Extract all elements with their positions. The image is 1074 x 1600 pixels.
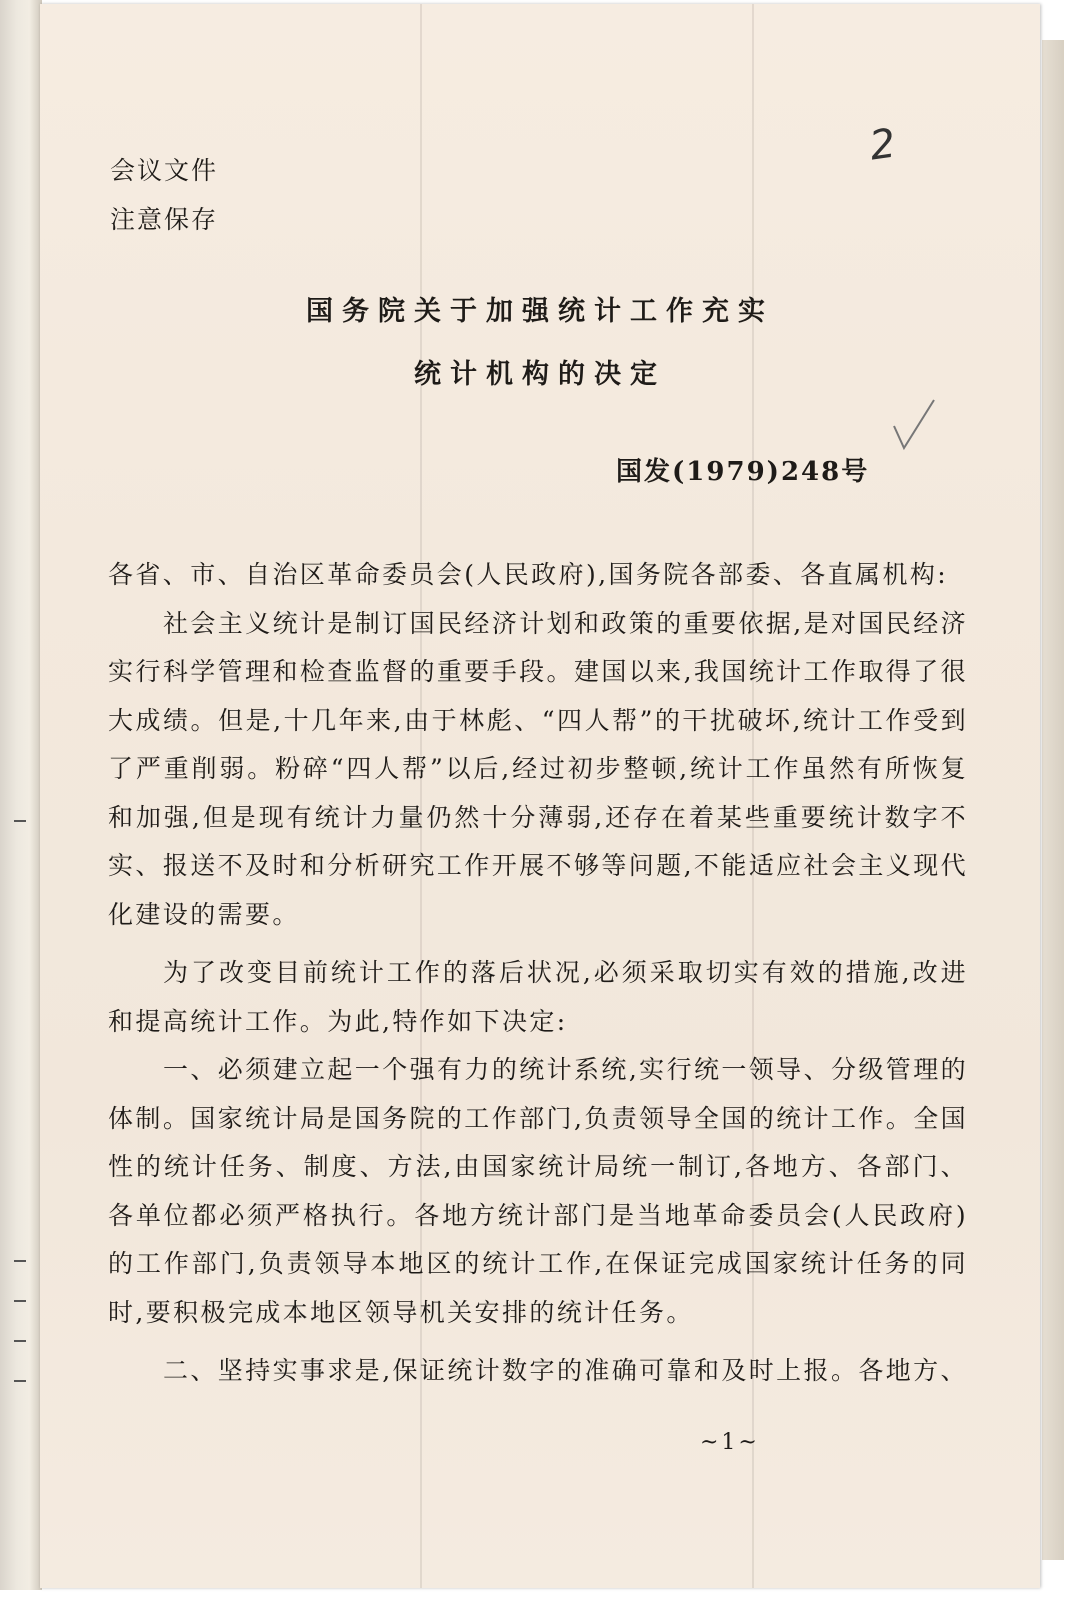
paragraph-intro: 社会主义统计是制订国民经济计划和政策的重要依据,是对国民经济实行科学管理和检查监督的重要手段。建国以来,我国统计工作取得了很大成绩。但是,十几年来,由于林彪、“四人帮”的干扰破坏,统计工作受到了严重削弱。粉碎“四人帮”以后,经过初步整顿,统计工作虽然有所恢复和加强,但是现有统计力量仍然十分薄弱,还存在着某些重要统计数字不实、报送不及时和分析研究工作开展不够等问题,不能适应社会主义现代化建设的需要。 bbox=[108, 608, 968, 929]
meeting-document-marking: 会议文件 bbox=[110, 156, 219, 185]
checkmark-icon bbox=[888, 396, 938, 456]
salutation: 各省、市、自治区革命委员会(人民政府),国务院各部委、各直属机构: bbox=[108, 560, 949, 589]
edge-mark bbox=[14, 1300, 26, 1302]
edge-mark bbox=[14, 1340, 26, 1342]
document-number: 国发(1979)248号 bbox=[616, 457, 870, 487]
edge-mark bbox=[14, 1260, 26, 1262]
document-sheet bbox=[40, 4, 1040, 1588]
document-title-line-1: 国务院关于加强统计工作充实 bbox=[306, 296, 774, 327]
keep-safe-marking: 注意保存 bbox=[110, 205, 219, 234]
edge-mark bbox=[14, 820, 26, 822]
edge-mark bbox=[14, 1380, 26, 1382]
document-body bbox=[108, 551, 968, 1396]
underlying-page-edge bbox=[1042, 40, 1064, 1560]
paragraph-item-1: 一、必须建立起一个强有力的统计系统,实行统一领导、分级管理的体制。国家统计局是国务院的工作部门,负责领导全国的统计工作。全国性的统计任务、制度、方法,由国家统计局统一制订,各地方、各部门、各单位都必须严格执行。各地方统计部门是当地革命委员会(人民政府)的工作部门,负责领导本地区的统计工作,在保证完成国家统计任务的同时,要积极完成本地区领导机关安排的统计任务。 bbox=[108, 1055, 968, 1327]
page-number: ~1~ bbox=[700, 1430, 760, 1455]
previous-page-edge bbox=[0, 0, 42, 1590]
document-title-line-2: 统计机构的决定 bbox=[414, 359, 666, 390]
paragraph-item-2: 二、坚持实事求是,保证统计数字的准确可靠和及时上报。各地方、 bbox=[163, 1356, 968, 1385]
handwritten-page-number: 2 bbox=[866, 120, 899, 170]
paragraph-purpose: 为了改变目前统计工作的落后状况,必须采取切实有效的措施,改进和提高统计工作。为此,特作如下决定: bbox=[108, 958, 968, 1036]
